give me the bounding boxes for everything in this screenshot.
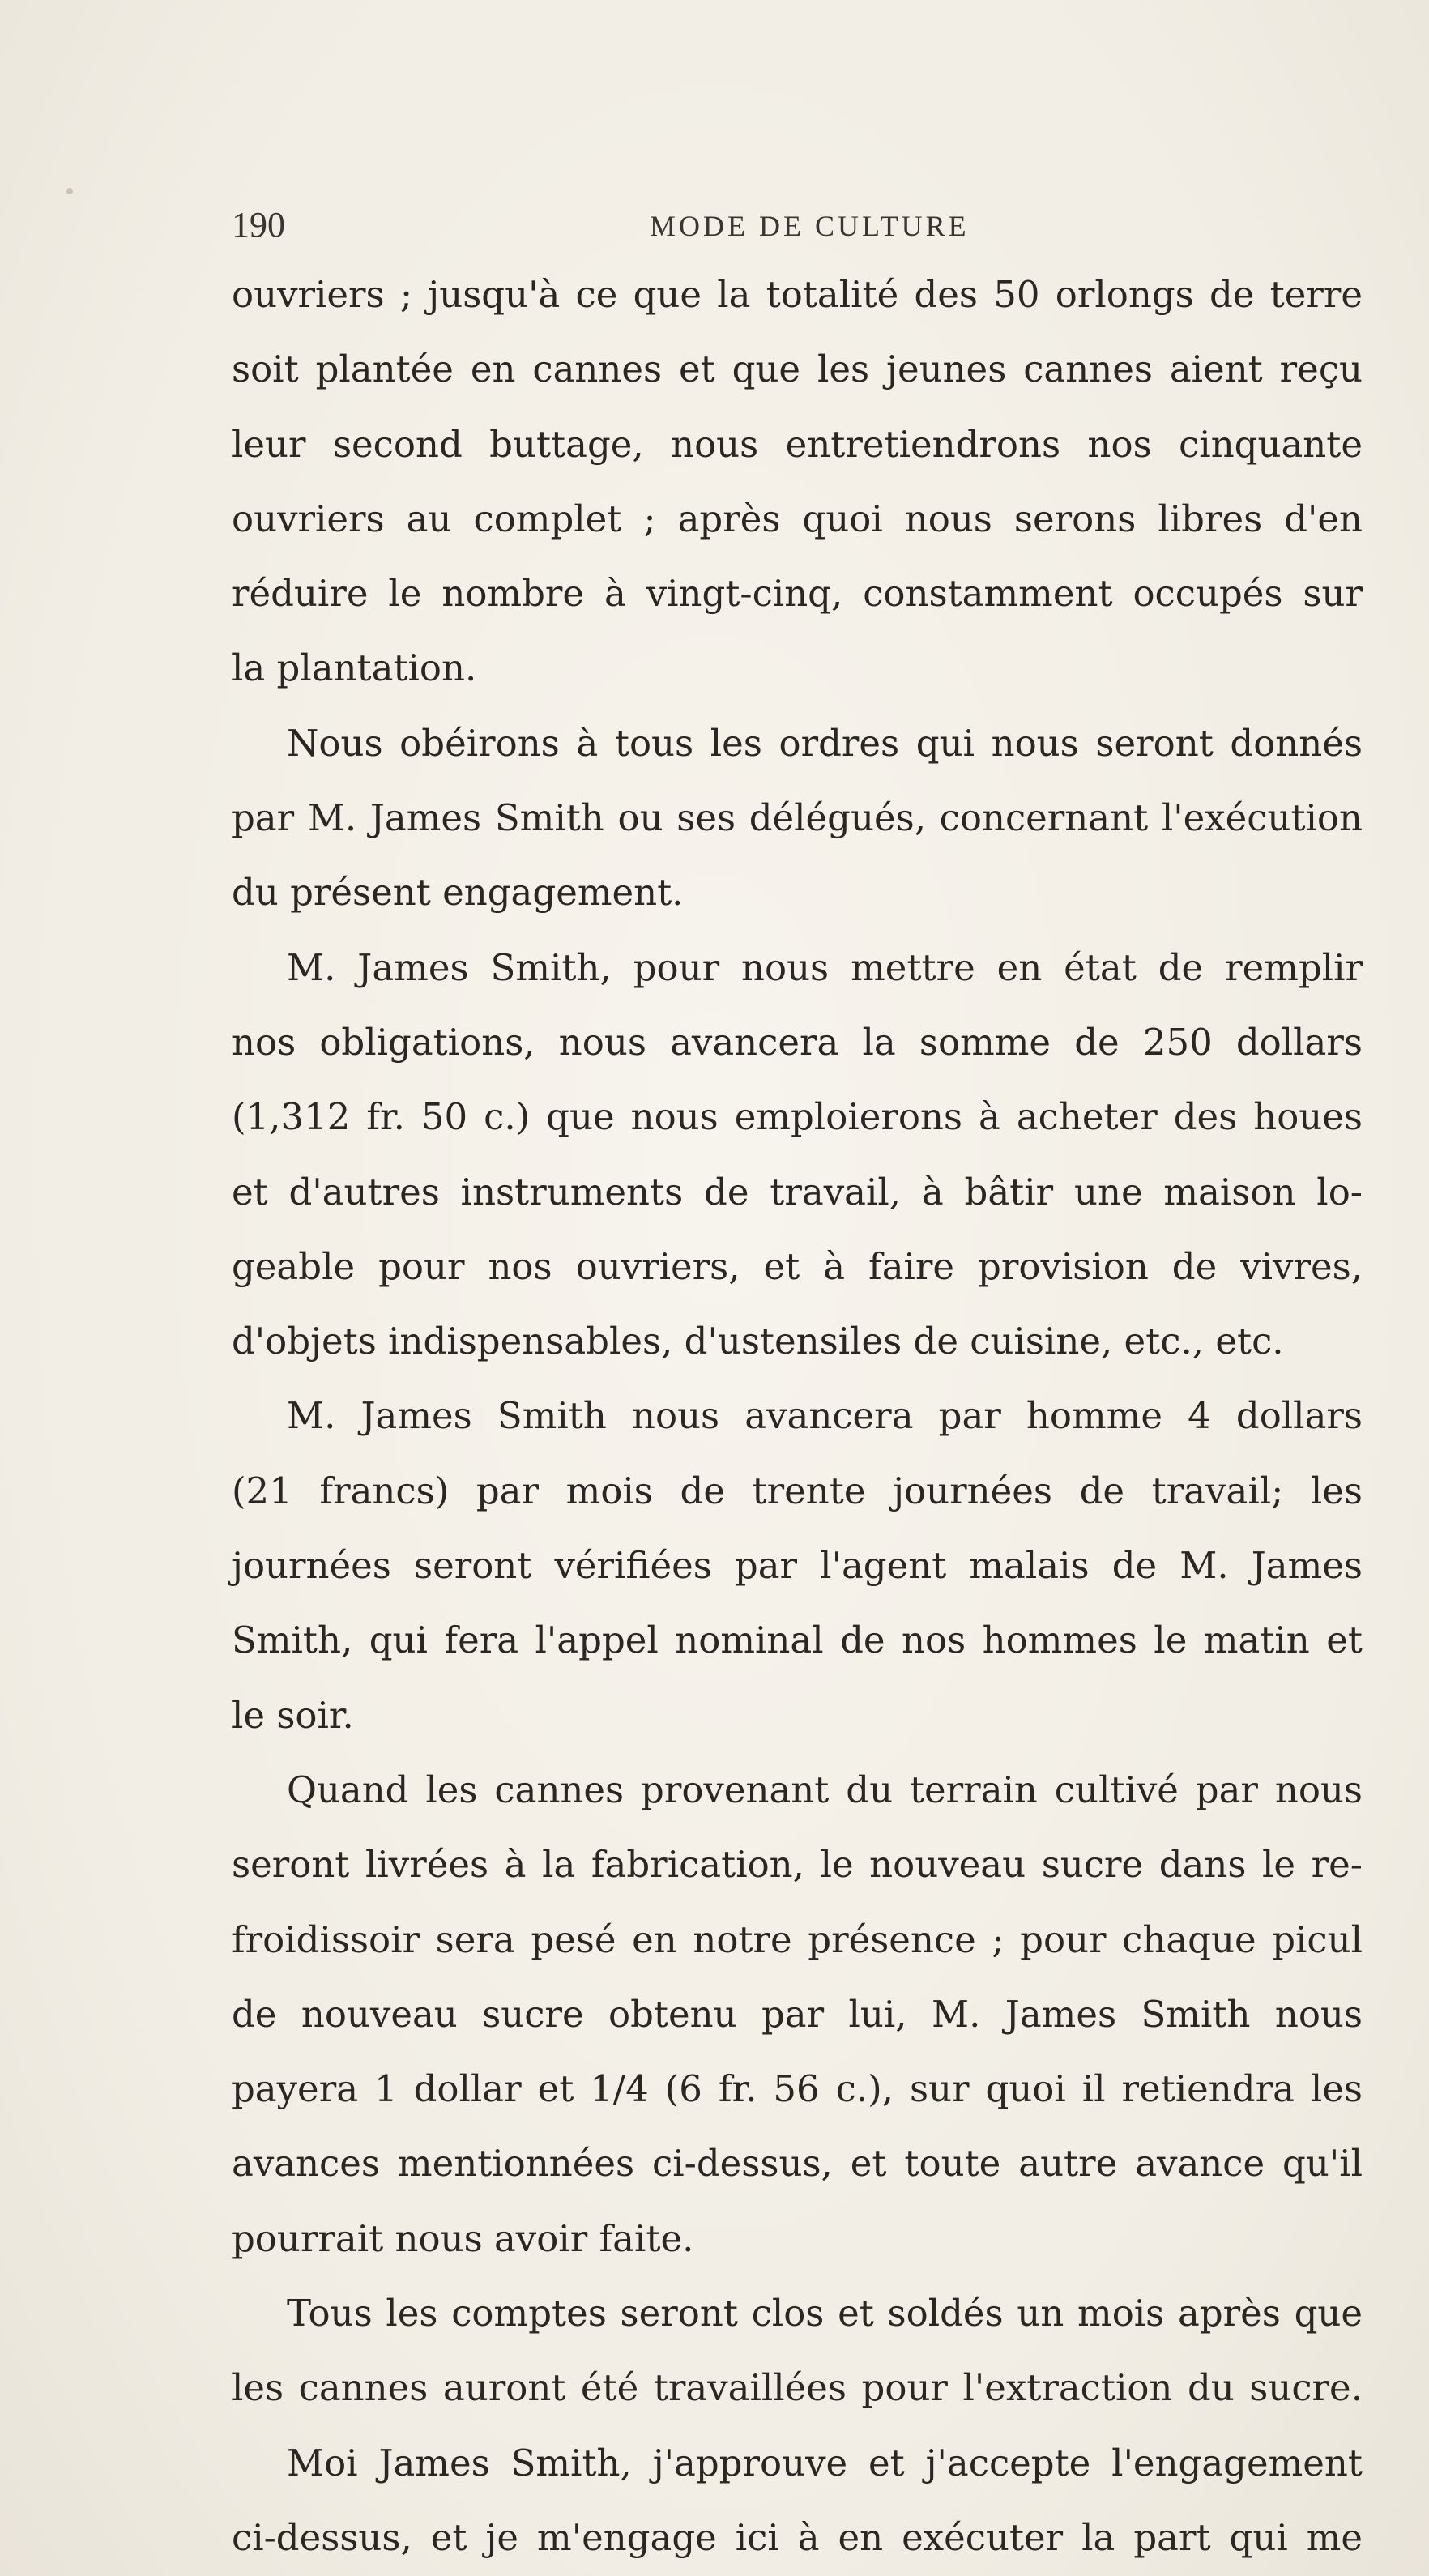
text-line: Smith, qui fera l'appel nominal de nos hommes le matin et <box>232 1619 1363 1662</box>
text-line: le soir. <box>232 1693 354 1737</box>
page-number: 190 <box>232 205 285 245</box>
text-line: journées seront vérifiées par l'agent malais de M. James <box>232 1544 1363 1588</box>
text-line: Tous les comptes seront clos et soldés un mois après que <box>287 2292 1363 2335</box>
text-line: M. James Smith, pour nous mettre en état de remplir <box>287 945 1363 989</box>
text-line: (21 francs) par mois de trente journées de travail; les <box>232 1469 1363 1512</box>
text-line: réduire le nombre à vingt-cinq, constamment occupés sur <box>232 572 1363 616</box>
text-line: d'objets indispensables, d'ustensiles de cuisine, etc., etc. <box>232 1320 1284 1363</box>
text-line: Nous obéirons à tous les ordres qui nous seront donnés <box>287 721 1363 765</box>
paper-speck <box>66 188 73 194</box>
running-head: MODE DE CULTURE <box>650 210 970 242</box>
text-line: avances mentionnées ci-dessus, et toute autre avance qu'il <box>232 2142 1363 2186</box>
text-line: geable pour nos ouvriers, et à faire provision de vivres, <box>232 1244 1363 1288</box>
text-line: ouvriers au complet ; après quoi nous serons libres d'en <box>232 497 1363 540</box>
text-line: pourrait nous avoir faite. <box>232 2216 694 2260</box>
text-line: et d'autres instruments de travail, à bâtir une maison lo- <box>232 1170 1363 1213</box>
text-line: ci-dessus, et je m'engage ici à en exécuter la part qui me <box>232 2515 1363 2559</box>
text-line: ouvriers ; jusqu'à ce que la totalité des 50 orlongs de terre <box>232 273 1363 316</box>
text-line: nos obligations, nous avancera la somme de 250 dollars <box>232 1020 1363 1064</box>
text-line: du présent engagement. <box>232 871 684 915</box>
text-line: de nouveau sucre obtenu par lui, M. James Smith nous <box>232 1992 1363 2036</box>
text-line: froidissoir sera pesé en notre présence ; pour chaque picul <box>232 1917 1363 1961</box>
text-line: seront livrées à la fabrication, le nouveau sucre dans le re- <box>232 1843 1363 1887</box>
text-line: les cannes auront été travaillées pour l'extraction du sucre. <box>232 2366 1363 2410</box>
text-line: la plantation. <box>232 646 477 690</box>
text-line: leur second buttage, nous entretiendrons nos cinquante <box>232 422 1363 466</box>
text-line: M. James Smith nous avancera par homme 4 dollars <box>287 1394 1363 1438</box>
text-line: payera 1 dollar et 1/4 (6 fr. 56 c.), sur quoi il retiendra les <box>232 2067 1363 2111</box>
text-line: (1,312 fr. 50 c.) que nous emploierons à acheter des houes <box>232 1095 1363 1139</box>
text-line: Moi James Smith, j'approuve et j'accepte l'engagement <box>287 2441 1363 2484</box>
text-line: soit plantée en cannes et que les jeunes cannes aient reçu <box>232 348 1363 391</box>
page-header <box>232 204 1414 253</box>
text-line: par M. James Smith ou ses délégués, concernant l'exécution <box>232 796 1363 840</box>
body-text <box>232 258 1363 2575</box>
text-line: Quand les cannes provenant du terrain cultivé par nous <box>287 1768 1363 1811</box>
